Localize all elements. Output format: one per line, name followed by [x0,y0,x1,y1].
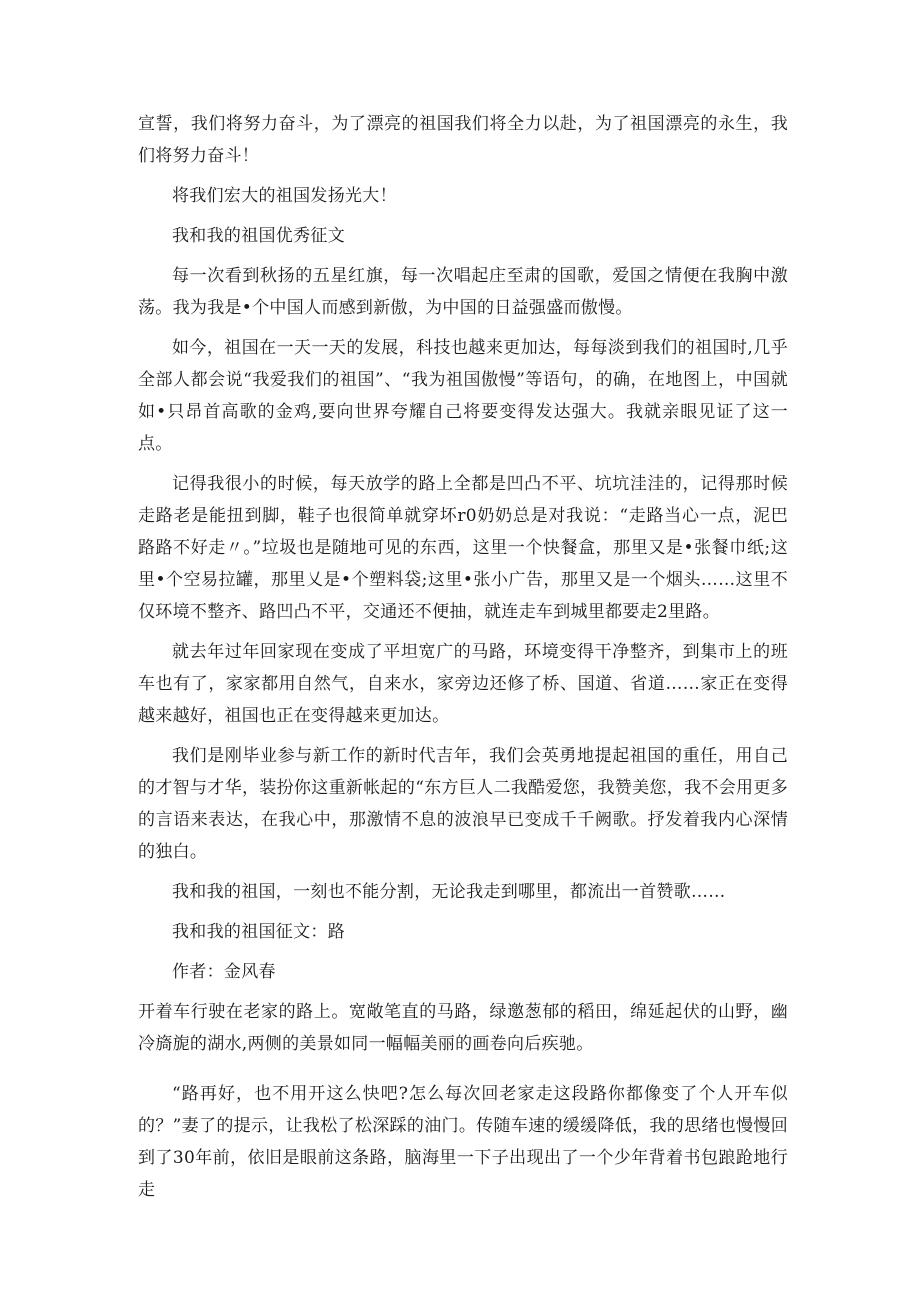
paragraph-youth: 我们是刚毕业参与新工作的新时代吉年，我们会英勇地提起祖国的重任，用自己的才智与才华，装扮你这重新帐起的“东方巨人二我酷爱您，我赞美您，我不会用更多的言语来表达，在我心中，那激情不息的波浪早已变成千千阙歌。抒发着我内心深情的独白。 [138,746,788,862]
paragraph-childhood: 记得我很小的时候，每天放学的路上全都是凹凸不平、坑坑洼洼的，记得那时候走路老是能扭到脚，鞋子也很简单就穿坏r0奶奶总是对我说：“走路当心一点，泥巴路路不好走〃。”垃圾也是随地可见的东西，这里一个快餐盒，那里又是•张餐巾纸;这里•个空易拉罐，那里乂是•个塑料袋;这里•张小广告，那里又是一个烟头……这里不仅环境不整齐、路凹凸不平，交通还不便抽，就连走车到城里都要走2里路。 [138,474,788,622]
paragraph-flag: 每一次看到秋扬的五星红旗，每一次唱起庄至肃的国歌，爱国之情便在我胸中激荡。我为我是•个中国人而感到新傲，为中国的日益强盛而傲慢。 [138,266,788,318]
essay-title-1: 我和我的祖国优秀征文 [172,226,345,246]
paragraph-oath: 宣誓，我们将努力奋斗，为了漂亮的祖国我们将全力以赴，为了祖国漂亮的永生，我们将努力奋斗！ [138,114,788,166]
document-page [138,108,788,1206]
author-line: 作者：金风春 [172,962,276,982]
paragraph-driving: 开着车行驶在老家的路上。宽敞笔直的马路，绿邀葱郁的稻田，绵延起伏的山野，幽冷旖旎的湖水,两侧的美景如同一幅幅美丽的画卷向后疾驰。 [138,1002,788,1054]
paragraph-today: 如今，祖国在一天一天的发展，科技也越来更加达，每每淡到我们的祖国时,几乎全部人都会说“我爱我们的祖国”、“我为祖国傲慢”等语句，的确，在地图上，中国就如•只昂首高歌的金鸡,要向世界夸耀自己将要变得发达强大。我就亲眼见证了这一点。 [138,338,788,454]
paragraph-memory: “路再好，也不用开这么快吧?怎么每次回老家走这段路你都像变了个人开车似的？”妻了的提示，让我松了松深踩的油门。传随车速的缓缓降低，我的思绪也慢慢回到了30年前，依旧是眼前这条路，脑海里一下子出现出了一个少年背着书包踉跄地行走 [138,1084,788,1200]
paragraph-motto: 将我们宏大的祖国发扬光大！ [172,186,397,206]
paragraph-new-road: 就去年过年回家现在变成了平坦宽广的马路，环境变得干净整齐，到集市上的班车也有了，家家都用自然气，自来水，家旁边还修了桥、国道、省道……家正在变得越来越好，祖国也正在变得越来更加达。 [138,642,788,726]
essay-title-2: 我和我的祖国征文：路 [172,922,345,942]
paragraph-closing: 我和我的祖国，一刻也不能分割，无论我走到哪里，都流出一首赞歌…… [172,882,726,902]
